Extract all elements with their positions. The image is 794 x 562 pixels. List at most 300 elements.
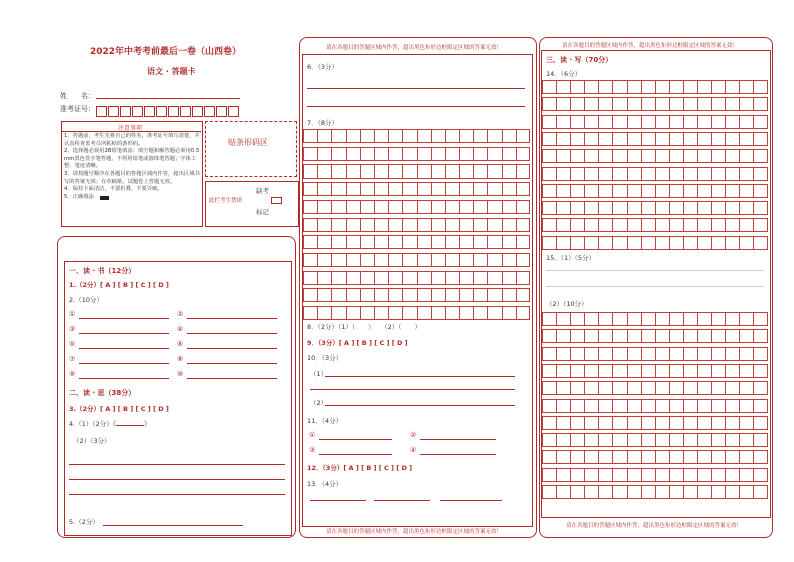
grid-cell[interactable] [487, 129, 501, 143]
grid-cell[interactable] [697, 149, 711, 163]
grid-cell[interactable] [317, 182, 331, 196]
grid-row[interactable] [542, 347, 768, 361]
grid-cell[interactable] [584, 416, 598, 430]
grid-cell[interactable] [303, 271, 317, 285]
grid-cell[interactable] [683, 184, 697, 198]
grid-cell[interactable] [739, 115, 753, 129]
grid-cell[interactable] [402, 182, 416, 196]
grid-cell[interactable] [683, 485, 697, 499]
grid-cell[interactable] [725, 312, 739, 326]
grid-cell[interactable] [598, 184, 612, 198]
grid-cell[interactable] [346, 218, 360, 232]
q2-blank[interactable]: ⑤ [69, 340, 75, 348]
grid-cell[interactable] [570, 347, 584, 361]
grid-cell[interactable] [542, 80, 556, 94]
grid-cell[interactable] [445, 218, 459, 232]
grid-cell[interactable] [346, 147, 360, 161]
grid-cell[interactable] [697, 184, 711, 198]
grid-cell[interactable] [612, 416, 626, 430]
grid-cell[interactable] [711, 236, 725, 250]
grid-cell[interactable] [346, 306, 360, 320]
id-field[interactable] [96, 102, 240, 121]
grid-cell[interactable] [303, 218, 317, 232]
grid-cell[interactable] [417, 271, 431, 285]
grid-cell[interactable] [417, 253, 431, 267]
grid-cell[interactable] [739, 236, 753, 250]
q6-line[interactable] [307, 88, 525, 89]
grid-cell[interactable] [739, 329, 753, 343]
grid-cell[interactable] [598, 416, 612, 430]
grid-cell[interactable] [641, 201, 655, 215]
grid-cell[interactable] [641, 416, 655, 430]
grid-cell[interactable] [739, 218, 753, 232]
grid-cell[interactable] [655, 433, 669, 447]
grid-cell[interactable] [402, 164, 416, 178]
grid-cell[interactable] [445, 253, 459, 267]
grid-row[interactable] [542, 450, 768, 464]
grid-cell[interactable] [431, 182, 445, 196]
grid-cell[interactable] [627, 485, 641, 499]
grid-cell[interactable] [683, 399, 697, 413]
grid-row[interactable] [542, 485, 768, 499]
grid-cell[interactable] [753, 218, 767, 232]
grid-cell[interactable] [711, 347, 725, 361]
grid-cell[interactable] [612, 450, 626, 464]
grid-cell[interactable] [627, 312, 641, 326]
grid-cell[interactable] [360, 129, 374, 143]
grid-cell[interactable] [331, 271, 345, 285]
grid-cell[interactable] [612, 218, 626, 232]
grid-cell[interactable] [303, 200, 317, 214]
grid-cell[interactable] [612, 312, 626, 326]
grid-cell[interactable] [516, 306, 530, 320]
grid-cell[interactable] [669, 416, 683, 430]
grid-cell[interactable] [542, 218, 556, 232]
grid-cell[interactable] [445, 200, 459, 214]
grid-cell[interactable] [697, 364, 711, 378]
grid-cell[interactable] [542, 167, 556, 181]
grid-cell[interactable] [697, 201, 711, 215]
grid-cell[interactable] [473, 164, 487, 178]
grid-cell[interactable] [331, 288, 345, 302]
grid-row[interactable] [542, 80, 768, 94]
grid-cell[interactable] [556, 347, 570, 361]
grid-cell[interactable] [502, 218, 516, 232]
grid-cell[interactable] [388, 253, 402, 267]
grid-cell[interactable] [641, 80, 655, 94]
grid-cell[interactable] [725, 416, 739, 430]
q2-blank[interactable]: ⑦ [69, 355, 75, 363]
grid-cell[interactable] [459, 164, 473, 178]
grid-cell[interactable] [388, 235, 402, 249]
grid-cell[interactable] [346, 235, 360, 249]
grid-cell[interactable] [739, 399, 753, 413]
q10-1-line[interactable] [325, 376, 515, 377]
grid-cell[interactable] [739, 416, 753, 430]
grid-cell[interactable] [627, 450, 641, 464]
grid-cell[interactable] [641, 399, 655, 413]
grid-cell[interactable] [655, 80, 669, 94]
grid-cell[interactable] [487, 288, 501, 302]
grid-cell[interactable] [331, 164, 345, 178]
grid-cell[interactable] [598, 149, 612, 163]
grid-cell[interactable] [739, 433, 753, 447]
grid-row[interactable] [542, 97, 768, 111]
grid-cell[interactable] [697, 381, 711, 395]
q12-options[interactable]: 12．（3分）[ A ] [ B ] [ C ] [ D ] [307, 464, 413, 472]
grid-cell[interactable] [459, 200, 473, 214]
grid-cell[interactable] [542, 485, 556, 499]
grid-row[interactable] [303, 235, 530, 249]
grid-cell[interactable] [346, 253, 360, 267]
grid-cell[interactable] [683, 80, 697, 94]
grid-cell[interactable] [753, 399, 767, 413]
grid-cell[interactable] [627, 201, 641, 215]
grid-cell[interactable] [317, 129, 331, 143]
grid-cell[interactable] [487, 306, 501, 320]
grid-cell[interactable] [612, 132, 626, 146]
grid-cell[interactable] [360, 182, 374, 196]
grid-cell[interactable] [360, 218, 374, 232]
grid-cell[interactable] [502, 253, 516, 267]
grid-cell[interactable] [487, 271, 501, 285]
grid-cell[interactable] [303, 164, 317, 178]
grid-row[interactable] [542, 184, 768, 198]
grid-cell[interactable] [598, 167, 612, 181]
grid-cell[interactable] [669, 97, 683, 111]
grid-cell[interactable] [473, 235, 487, 249]
grid-cell[interactable] [331, 182, 345, 196]
grid-cell[interactable] [641, 149, 655, 163]
grid-cell[interactable] [584, 381, 598, 395]
grid-cell[interactable] [542, 201, 556, 215]
grid-cell[interactable] [360, 271, 374, 285]
grid-cell[interactable] [697, 218, 711, 232]
grid-cell[interactable] [388, 164, 402, 178]
grid-cell[interactable] [711, 450, 725, 464]
grid-cell[interactable] [725, 433, 739, 447]
grid-cell[interactable] [683, 364, 697, 378]
grid-cell[interactable] [445, 288, 459, 302]
grid-cell[interactable] [612, 184, 626, 198]
grid-cell[interactable] [753, 236, 767, 250]
grid-cell[interactable] [598, 450, 612, 464]
grid-cell[interactable] [683, 329, 697, 343]
grid-cell[interactable] [570, 167, 584, 181]
q11-line[interactable] [420, 454, 496, 455]
grid-cell[interactable] [388, 288, 402, 302]
grid-cell[interactable] [331, 200, 345, 214]
grid-cell[interactable] [445, 235, 459, 249]
grid-cell[interactable] [402, 271, 416, 285]
grid-cell[interactable] [459, 182, 473, 196]
grid-cell[interactable] [431, 147, 445, 161]
grid-cell[interactable] [502, 271, 516, 285]
grid-cell[interactable] [683, 149, 697, 163]
grid-cell[interactable] [556, 218, 570, 232]
grid-cell[interactable] [417, 200, 431, 214]
grid-cell[interactable] [542, 312, 556, 326]
grid-cell[interactable] [374, 235, 388, 249]
q2-blank[interactable]: ⑧ [177, 355, 183, 363]
grid-cell[interactable] [711, 364, 725, 378]
grid-cell[interactable] [556, 201, 570, 215]
grid-cell[interactable] [516, 200, 530, 214]
grid-cell[interactable] [473, 288, 487, 302]
grid-cell[interactable] [459, 306, 473, 320]
name-field[interactable] [96, 98, 240, 99]
grid-cell[interactable] [346, 129, 360, 143]
grid-cell[interactable] [542, 347, 556, 361]
grid-cell[interactable] [627, 80, 641, 94]
grid-cell[interactable] [739, 184, 753, 198]
grid-cell[interactable] [487, 200, 501, 214]
grid-cell[interactable] [360, 200, 374, 214]
grid-cell[interactable] [683, 201, 697, 215]
grid-cell[interactable] [612, 329, 626, 343]
grid-cell[interactable] [556, 97, 570, 111]
grid-cell[interactable] [459, 129, 473, 143]
grid-cell[interactable] [317, 218, 331, 232]
grid-cell[interactable] [431, 253, 445, 267]
grid-cell[interactable] [556, 329, 570, 343]
grid-cell[interactable] [374, 129, 388, 143]
q4-2-line[interactable] [69, 464, 285, 465]
grid-row[interactable] [542, 416, 768, 430]
grid-cell[interactable] [725, 381, 739, 395]
grid-cell[interactable] [374, 164, 388, 178]
grid-cell[interactable] [417, 182, 431, 196]
grid-cell[interactable] [516, 288, 530, 302]
grid-cell[interactable] [612, 201, 626, 215]
grid-cell[interactable] [388, 306, 402, 320]
grid-cell[interactable] [331, 129, 345, 143]
grid-cell[interactable] [598, 115, 612, 129]
grid-cell[interactable] [753, 329, 767, 343]
grid-cell[interactable] [598, 364, 612, 378]
grid-cell[interactable] [627, 399, 641, 413]
grid-cell[interactable] [655, 115, 669, 129]
grid-cell[interactable] [584, 115, 598, 129]
grid-cell[interactable] [627, 364, 641, 378]
grid-cell[interactable] [641, 364, 655, 378]
grid-cell[interactable] [612, 485, 626, 499]
grid-row[interactable] [542, 381, 768, 395]
grid-cell[interactable] [697, 416, 711, 430]
grid-cell[interactable] [598, 347, 612, 361]
grid-cell[interactable] [317, 253, 331, 267]
grid-cell[interactable] [303, 147, 317, 161]
grid-cell[interactable] [556, 433, 570, 447]
grid-cell[interactable] [641, 347, 655, 361]
grid-cell[interactable] [612, 364, 626, 378]
grid-row[interactable] [303, 271, 530, 285]
grid-cell[interactable] [669, 167, 683, 181]
grid-cell[interactable] [627, 329, 641, 343]
grid-cell[interactable] [388, 182, 402, 196]
grid-cell[interactable] [317, 271, 331, 285]
grid-cell[interactable] [487, 147, 501, 161]
grid-cell[interactable] [570, 450, 584, 464]
grid-cell[interactable] [683, 236, 697, 250]
grid-cell[interactable] [542, 115, 556, 129]
grid-cell[interactable] [739, 167, 753, 181]
grid-cell[interactable] [641, 184, 655, 198]
q15-1-line[interactable] [546, 270, 764, 271]
grid-cell[interactable] [739, 97, 753, 111]
grid-cell[interactable] [431, 271, 445, 285]
grid-cell[interactable] [331, 306, 345, 320]
grid-cell[interactable] [627, 149, 641, 163]
grid-cell[interactable] [697, 329, 711, 343]
grid-cell[interactable] [655, 184, 669, 198]
grid-cell[interactable] [753, 167, 767, 181]
grid-cell[interactable] [711, 399, 725, 413]
grid-cell[interactable] [584, 236, 598, 250]
grid-cell[interactable] [556, 184, 570, 198]
grid-cell[interactable] [655, 149, 669, 163]
grid-cell[interactable] [317, 306, 331, 320]
grid-cell[interactable] [711, 167, 725, 181]
grid-cell[interactable] [570, 236, 584, 250]
grid-cell[interactable] [753, 364, 767, 378]
grid-cell[interactable] [402, 306, 416, 320]
grid-cell[interactable] [641, 132, 655, 146]
grid-cell[interactable] [697, 433, 711, 447]
grid-cell[interactable] [473, 218, 487, 232]
q4-2-line[interactable] [69, 479, 285, 480]
grid-cell[interactable] [459, 218, 473, 232]
grid-cell[interactable] [374, 306, 388, 320]
grid-cell[interactable] [584, 485, 598, 499]
grid-cell[interactable] [570, 80, 584, 94]
grid-row[interactable] [542, 218, 768, 232]
grid-cell[interactable] [598, 399, 612, 413]
grid-cell[interactable] [459, 288, 473, 302]
grid-cell[interactable] [556, 364, 570, 378]
grid-cell[interactable] [417, 306, 431, 320]
grid-cell[interactable] [346, 288, 360, 302]
grid-cell[interactable] [570, 416, 584, 430]
grid-cell[interactable] [641, 236, 655, 250]
grid-cell[interactable] [753, 115, 767, 129]
grid-cell[interactable] [683, 433, 697, 447]
q6-line[interactable] [307, 106, 525, 107]
grid-cell[interactable] [612, 347, 626, 361]
grid-cell[interactable] [516, 235, 530, 249]
grid-cell[interactable] [542, 149, 556, 163]
grid-cell[interactable] [669, 132, 683, 146]
grid-cell[interactable] [655, 329, 669, 343]
grid-cell[interactable] [711, 416, 725, 430]
grid-cell[interactable] [669, 433, 683, 447]
grid-cell[interactable] [570, 149, 584, 163]
grid-cell[interactable] [669, 450, 683, 464]
grid-cell[interactable] [697, 468, 711, 482]
grid-cell[interactable] [739, 80, 753, 94]
grid-cell[interactable] [570, 364, 584, 378]
grid-cell[interactable] [711, 329, 725, 343]
grid-cell[interactable] [669, 236, 683, 250]
grid-cell[interactable] [739, 381, 753, 395]
grid-cell[interactable] [303, 253, 317, 267]
grid-cell[interactable] [697, 347, 711, 361]
grid-cell[interactable] [570, 184, 584, 198]
grid-cell[interactable] [627, 381, 641, 395]
grid-cell[interactable] [556, 80, 570, 94]
grid-cell[interactable] [641, 450, 655, 464]
grid-row[interactable] [303, 182, 530, 196]
grid-cell[interactable] [542, 97, 556, 111]
grid-cell[interactable] [627, 433, 641, 447]
grid-cell[interactable] [627, 97, 641, 111]
grid-row[interactable] [542, 364, 768, 378]
grid-cell[interactable] [711, 149, 725, 163]
grid-cell[interactable] [542, 416, 556, 430]
grid-cell[interactable] [725, 184, 739, 198]
grid-cell[interactable] [556, 132, 570, 146]
grid-cell[interactable] [711, 115, 725, 129]
grid-cell[interactable] [627, 218, 641, 232]
grid-row[interactable] [542, 399, 768, 413]
grid-cell[interactable] [556, 115, 570, 129]
grid-row[interactable] [542, 149, 768, 163]
grid-cell[interactable] [598, 236, 612, 250]
grid-cell[interactable] [641, 167, 655, 181]
grid-row[interactable] [542, 329, 768, 343]
grid-row[interactable] [303, 164, 530, 178]
grid-cell[interactable] [317, 288, 331, 302]
q2-blank[interactable]: ② [177, 310, 183, 318]
grid-cell[interactable] [445, 147, 459, 161]
grid-cell[interactable] [473, 253, 487, 267]
grid-cell[interactable] [683, 450, 697, 464]
grid-cell[interactable] [739, 450, 753, 464]
grid-cell[interactable] [739, 149, 753, 163]
grid-cell[interactable] [641, 468, 655, 482]
grid-row[interactable] [542, 115, 768, 129]
grid-cell[interactable] [402, 200, 416, 214]
grid-cell[interactable] [346, 164, 360, 178]
grid-cell[interactable] [584, 167, 598, 181]
q10-2-line[interactable] [325, 405, 515, 406]
grid-row[interactable] [542, 236, 768, 250]
grid-cell[interactable] [431, 164, 445, 178]
grid-cell[interactable] [487, 182, 501, 196]
grid-cell[interactable] [598, 132, 612, 146]
q13-line[interactable] [374, 500, 430, 501]
grid-cell[interactable] [360, 164, 374, 178]
grid-cell[interactable] [431, 129, 445, 143]
grid-cell[interactable] [584, 399, 598, 413]
grid-cell[interactable] [346, 271, 360, 285]
grid-cell[interactable] [445, 271, 459, 285]
grid-cell[interactable] [753, 149, 767, 163]
grid-row[interactable] [542, 468, 768, 482]
grid-cell[interactable] [331, 218, 345, 232]
grid-cell[interactable] [739, 468, 753, 482]
grid-cell[interactable] [753, 80, 767, 94]
grid-cell[interactable] [388, 218, 402, 232]
grid-cell[interactable] [669, 347, 683, 361]
grid-row[interactable] [542, 167, 768, 181]
q13-line[interactable] [310, 500, 366, 501]
grid-cell[interactable] [584, 218, 598, 232]
grid-cell[interactable] [570, 468, 584, 482]
grid-cell[interactable] [584, 347, 598, 361]
grid-cell[interactable] [655, 416, 669, 430]
grid-cell[interactable] [570, 132, 584, 146]
